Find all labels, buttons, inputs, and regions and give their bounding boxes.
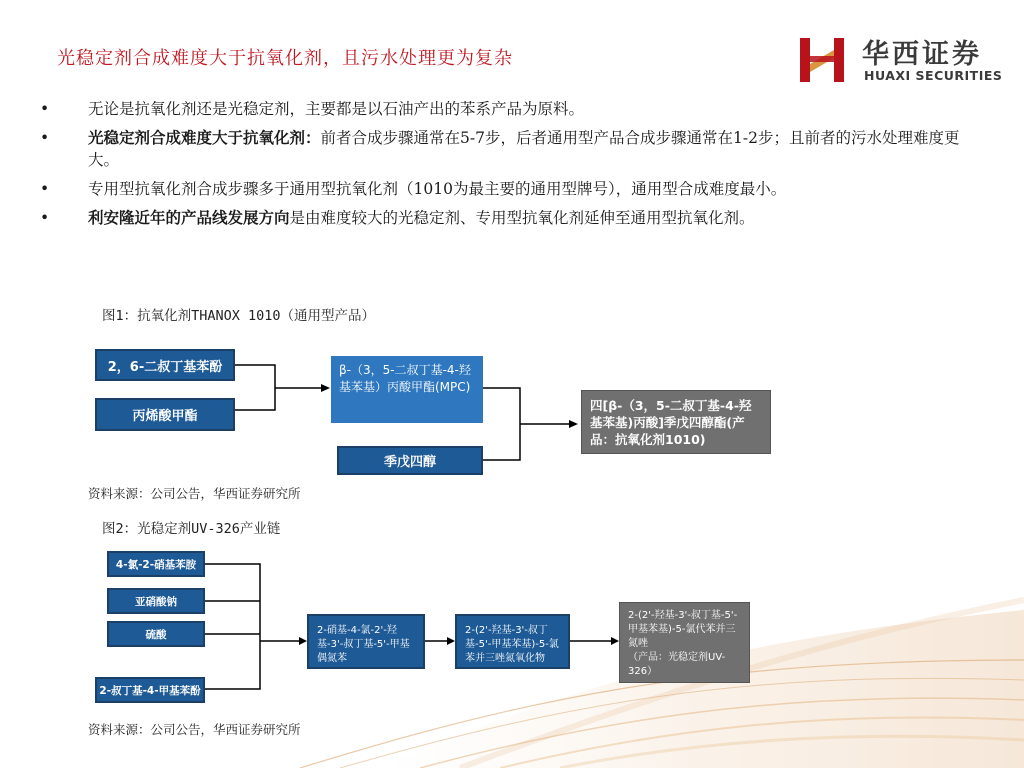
bullet-dot: •: [40, 129, 50, 147]
fig1-box-26-di-tert-butylphenol: 2，6-二叔丁基苯酚: [95, 349, 235, 381]
fig2-box-chloro-nitroaniline: 4-氯-2-硝基苯胺: [107, 551, 205, 577]
logo-english-name: HUAXI SECURITIES: [864, 68, 1003, 83]
page-title: 光稳定剂合成难度大于抗氧化剂，且污水处理更为复杂: [57, 48, 513, 69]
fig2-box-sulfuric-acid: 硫酸: [107, 621, 205, 647]
bullet-text: 是由难度较大的光稳定剂、专用型抗氧化剂延伸至通用型抗氧化剂。: [289, 209, 755, 227]
fig2-box-tert-butyl-methylphenol: 2-叔丁基-4-甲基苯酚: [95, 677, 205, 703]
bullet-text: 无论是抗氧化剂还是光稳定剂，主要都是以石油产出的苯系产品为原料。: [88, 100, 585, 118]
figure1-source: 资料来源：公司公告，华西证券研究所: [88, 486, 301, 501]
fig1-box-methyl-acrylate: 丙烯酸甲酯: [95, 398, 235, 431]
fig2-box-sodium-nitrite: 亚硝酸钠: [107, 588, 205, 614]
bullet-bold: 光稳定剂合成难度大于抗氧化剂：: [88, 128, 321, 147]
bullet-text: 前者合成步骤通常在5-7步，后者通用型产品合成步骤通常在1-2步；且前者的污水处理难度更大。: [88, 129, 960, 169]
fig1-box-antioxidant-1010: 四[β-（3，5-二叔丁基-4-羟基苯基)丙酸]季戊四醇酯(产品：抗氧化剂1010): [581, 390, 771, 454]
fig2-box-benzotriazole-n-oxide: 2-(2'-羟基-3'-叔丁基-5'-甲基苯基)-5-氯苯并三唑氮氧化物: [455, 614, 570, 669]
fig2-box-uv-326: [619, 602, 750, 683]
fig2-product-label: （产品：光稳定剂UV-326）: [628, 652, 726, 677]
bullet-dot: •: [40, 180, 50, 198]
bullet-bold: 利安隆近年的产品线发展方向: [88, 208, 290, 227]
figure2-source: 资料来源：公司公告，华西证券研究所: [88, 722, 301, 737]
bullet-text: 专用型抗氧化剂合成步骤多于通用型抗氧化剂（1010为最主要的通用型牌号），通用型合成难度最小。: [88, 180, 787, 198]
fig1-box-pentaerythritol: 季戊四醇: [337, 446, 483, 475]
bullet-dot: •: [40, 100, 50, 118]
fig2-product-name: 2-(2'-羟基-3'-叔丁基-5'-甲基苯基)-5-氯代苯并三氮唑: [628, 610, 738, 649]
figure2-caption: 图2：光稳定剂UV-326产业链: [102, 521, 281, 537]
fig2-box-azobenzene: 2-硝基-4-氯-2'-羟基-3'-叔丁基-5'-甲基偶氮苯: [307, 614, 425, 669]
bullet-dot: •: [40, 209, 50, 227]
figure1-caption: 图1：抗氧化剂THANOX 1010（通用型产品）: [102, 308, 376, 324]
logo-chinese-name: 华西证券: [862, 39, 982, 70]
fig1-box-mpc: β-（3，5-二叔丁基-4-羟基苯基）丙酸甲酯(MPC): [331, 356, 483, 423]
